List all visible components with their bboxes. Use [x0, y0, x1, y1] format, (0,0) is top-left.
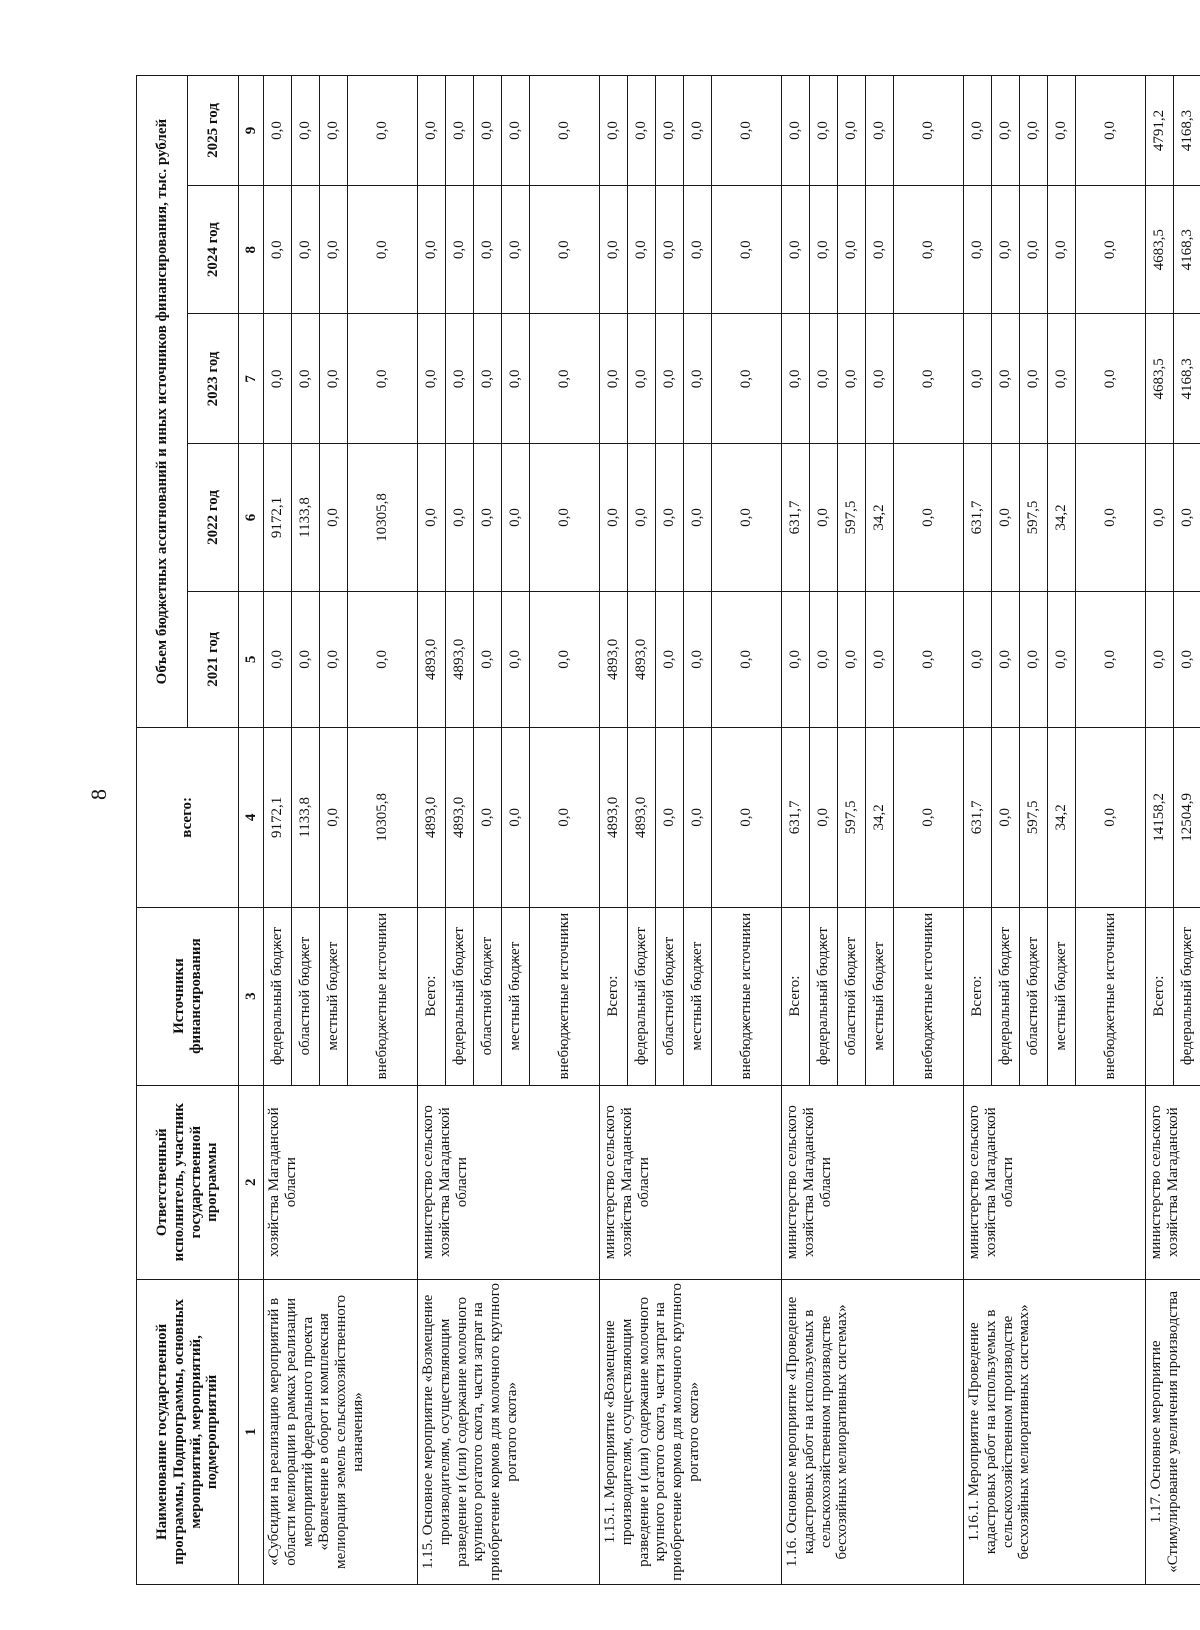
year-value-cell: 0,0 — [1020, 185, 1048, 314]
year-value-cell: 34,2 — [866, 444, 894, 591]
total-value-cell: 0,0 — [810, 728, 838, 907]
funding-source-cell: местный бюджет — [684, 907, 712, 1085]
total-value-cell: 631,7 — [964, 728, 992, 907]
year-value-cell: 0,0 — [894, 185, 964, 314]
year-value-cell: 0,0 — [656, 591, 684, 728]
column-number: 9 — [239, 76, 264, 186]
year-value-cell: 0,0 — [1174, 591, 1200, 728]
year-value-cell: 0,0 — [1076, 591, 1146, 728]
year-value-cell: 0,0 — [1048, 76, 1076, 186]
year-value-cell: 0,0 — [712, 76, 782, 186]
year-value-cell: 0,0 — [502, 591, 530, 728]
total-value-cell: 0,0 — [530, 728, 600, 907]
funding-source-cell: федеральный бюджет — [264, 907, 292, 1085]
total-value-cell: 4893,0 — [600, 728, 628, 907]
year-value-cell: 4168,3 — [1174, 185, 1200, 314]
table-row — [600, 76, 628, 1585]
year-value-cell: 0,0 — [992, 185, 1020, 314]
total-value-cell: 631,7 — [782, 728, 810, 907]
year-value-cell: 0,0 — [628, 444, 656, 591]
funding-source-cell: внебюджетные источники — [894, 907, 964, 1085]
year-value-cell: 1133,8 — [292, 444, 320, 591]
funding-source-cell: Всего: — [964, 907, 992, 1085]
total-value-cell: 12504,9 — [1174, 728, 1200, 907]
year-value-cell: 0,0 — [530, 314, 600, 444]
year-value-cell: 4893,0 — [600, 591, 628, 728]
year-value-cell: 0,0 — [502, 314, 530, 444]
year-value-cell: 0,0 — [1020, 591, 1048, 728]
program-name-cell: 1.16. Основное мероприятие «Проведение кадастровых работ на используемых в сельскохозяйственном производстве бесхозяйных мелиоративных системах» — [782, 1279, 964, 1584]
funding-source-cell: областной бюджет — [292, 907, 320, 1085]
year-value-cell: 0,0 — [810, 444, 838, 591]
year-value-cell: 0,0 — [782, 76, 810, 186]
program-name-cell: «Субсидии на реализацию мероприятий в области мелиорации в рамках реализации мероприятий федерального проекта «Вовлечение в оборот и комплексная мелиорация земель сельскохозяйственного назначения» — [264, 1279, 418, 1584]
year-value-cell: 0,0 — [656, 444, 684, 591]
year-value-cell: 0,0 — [656, 76, 684, 186]
year-value-cell: 0,0 — [320, 314, 348, 444]
total-value-cell: 10305,8 — [348, 728, 418, 907]
year-value-cell: 0,0 — [866, 76, 894, 186]
year-value-cell: 4683,5 — [1146, 185, 1174, 314]
year-value-cell: 0,0 — [530, 76, 600, 186]
year-value-cell: 0,0 — [894, 591, 964, 728]
total-value-cell: 0,0 — [1076, 728, 1146, 907]
program-name-cell: 1.15.1. Мероприятие «Возмещение производителям, осуществляющим разведение и (или) содержание молочного крупного рогатого скота, части затрат на приобретение кормов для молочного крупного рогатого скота» — [600, 1279, 782, 1584]
header-total: всего: — [137, 728, 239, 907]
year-value-cell: 34,2 — [1048, 444, 1076, 591]
year-value-cell: 0,0 — [292, 314, 320, 444]
year-value-cell: 0,0 — [474, 444, 502, 591]
year-value-cell: 0,0 — [866, 185, 894, 314]
header-year: 2022 год — [188, 444, 239, 591]
year-value-cell: 0,0 — [1076, 185, 1146, 314]
year-value-cell: 4683,5 — [1146, 314, 1174, 444]
funding-source-cell: внебюджетные источники — [712, 907, 782, 1085]
funding-source-cell: федеральный бюджет — [992, 907, 1020, 1085]
funding-source-cell: местный бюджет — [1048, 907, 1076, 1085]
year-value-cell: 597,5 — [1020, 444, 1048, 591]
year-value-cell: 0,0 — [474, 185, 502, 314]
year-value-cell: 0,0 — [1174, 444, 1200, 591]
year-value-cell: 0,0 — [684, 591, 712, 728]
year-value-cell: 0,0 — [964, 76, 992, 186]
funding-source-cell: федеральный бюджет — [446, 907, 474, 1085]
year-value-cell: 0,0 — [628, 185, 656, 314]
header-name: Наименование государственной программы, Подпрограммы, основных мероприятий, мероприятий, подмероприятий — [137, 1279, 239, 1584]
year-value-cell: 0,0 — [838, 185, 866, 314]
program-name-cell: 1.17. Основное мероприятие «Стимулирование увеличения производства — [1146, 1279, 1200, 1584]
year-value-cell: 0,0 — [894, 444, 964, 591]
total-value-cell: 597,5 — [838, 728, 866, 907]
column-number: 2 — [239, 1085, 264, 1279]
header-responsible: Ответственный исполнитель, участник государственной программы — [137, 1085, 239, 1279]
year-value-cell: 0,0 — [530, 444, 600, 591]
year-value-cell: 0,0 — [264, 185, 292, 314]
responsible-cell: министерство сельского хозяйства Магаданской — [1146, 1085, 1200, 1279]
year-value-cell: 0,0 — [348, 185, 418, 314]
year-value-cell: 0,0 — [320, 444, 348, 591]
year-value-cell: 0,0 — [782, 185, 810, 314]
year-value-cell: 0,0 — [348, 314, 418, 444]
funding-source-cell: местный бюджет — [320, 907, 348, 1085]
year-value-cell: 0,0 — [656, 314, 684, 444]
total-value-cell: 1133,8 — [292, 728, 320, 907]
funding-source-cell: федеральный бюджет — [628, 907, 656, 1085]
year-value-cell: 0,0 — [782, 314, 810, 444]
year-value-cell: 0,0 — [530, 185, 600, 314]
year-value-cell: 0,0 — [474, 314, 502, 444]
total-value-cell: 0,0 — [656, 728, 684, 907]
year-value-cell: 0,0 — [684, 185, 712, 314]
total-value-cell: 0,0 — [474, 728, 502, 907]
year-value-cell: 0,0 — [712, 591, 782, 728]
funding-source-cell: Всего: — [782, 907, 810, 1085]
year-value-cell: 0,0 — [348, 76, 418, 186]
year-value-cell: 4168,3 — [1174, 314, 1200, 444]
year-value-cell: 0,0 — [1048, 185, 1076, 314]
header-year: 2023 год — [188, 314, 239, 444]
column-number: 7 — [239, 314, 264, 444]
year-value-cell: 0,0 — [446, 185, 474, 314]
year-value-cell: 0,0 — [264, 591, 292, 728]
year-value-cell: 10305,8 — [348, 444, 418, 591]
year-value-cell: 0,0 — [866, 591, 894, 728]
year-value-cell: 0,0 — [530, 591, 600, 728]
year-value-cell: 0,0 — [866, 314, 894, 444]
column-number-row — [239, 76, 264, 1585]
year-value-cell: 0,0 — [838, 314, 866, 444]
year-value-cell: 0,0 — [628, 314, 656, 444]
year-value-cell: 0,0 — [894, 76, 964, 186]
total-value-cell: 4893,0 — [628, 728, 656, 907]
column-number: 8 — [239, 185, 264, 314]
year-value-cell: 0,0 — [320, 76, 348, 186]
year-value-cell: 4791,2 — [1146, 76, 1174, 186]
year-value-cell: 0,0 — [838, 591, 866, 728]
year-value-cell: 0,0 — [292, 591, 320, 728]
total-value-cell: 14158,2 — [1146, 728, 1174, 907]
year-value-cell: 4893,0 — [446, 591, 474, 728]
total-value-cell: 597,5 — [1020, 728, 1048, 907]
header-year: 2021 год — [188, 591, 239, 728]
year-value-cell: 0,0 — [964, 591, 992, 728]
year-value-cell: 0,0 — [1146, 591, 1174, 728]
total-value-cell: 9172,1 — [264, 728, 292, 907]
year-value-cell: 0,0 — [684, 76, 712, 186]
year-value-cell: 0,0 — [292, 76, 320, 186]
total-value-cell: 0,0 — [320, 728, 348, 907]
page-number: 8 — [86, 789, 111, 800]
year-value-cell: 0,0 — [446, 444, 474, 591]
table-row — [264, 76, 292, 1585]
year-value-cell: 0,0 — [684, 314, 712, 444]
year-value-cell: 0,0 — [992, 591, 1020, 728]
year-value-cell: 0,0 — [992, 444, 1020, 591]
header-year: 2025 год — [188, 76, 239, 186]
total-value-cell: 34,2 — [866, 728, 894, 907]
program-name-cell: 1.16.1. Мероприятие «Проведение кадастровых работ на используемых в сельскохозяйственном производстве бесхозяйных мелиоративных системах» — [964, 1279, 1146, 1584]
year-value-cell: 0,0 — [712, 185, 782, 314]
year-value-cell: 0,0 — [418, 76, 446, 186]
year-value-cell: 0,0 — [320, 591, 348, 728]
budget-table — [136, 75, 1200, 1585]
year-value-cell: 0,0 — [600, 314, 628, 444]
year-value-cell: 631,7 — [964, 444, 992, 591]
year-value-cell: 0,0 — [348, 591, 418, 728]
total-value-cell: 4893,0 — [446, 728, 474, 907]
year-value-cell: 4893,0 — [628, 591, 656, 728]
year-value-cell: 0,0 — [894, 314, 964, 444]
table-row — [418, 76, 446, 1585]
responsible-cell: министерство сельского хозяйства Магаданской области — [418, 1085, 600, 1279]
funding-source-cell: областной бюджет — [838, 907, 866, 1085]
program-name-cell: 1.15. Основное мероприятие «Возмещение производителям, осуществляющим разведение и (или) содержание молочного крупного рогатого скота, части затрат на приобретение кормов для молочного крупного рогатого скота» — [418, 1279, 600, 1584]
total-value-cell: 0,0 — [502, 728, 530, 907]
year-value-cell: 0,0 — [838, 76, 866, 186]
year-value-cell: 0,0 — [474, 591, 502, 728]
year-value-cell: 0,0 — [1076, 76, 1146, 186]
total-value-cell: 34,2 — [1048, 728, 1076, 907]
year-value-cell: 9172,1 — [264, 444, 292, 591]
funding-source-cell: местный бюджет — [866, 907, 894, 1085]
year-value-cell: 0,0 — [1048, 314, 1076, 444]
funding-source-cell: федеральный бюджет — [810, 907, 838, 1085]
responsible-cell: министерство сельского хозяйства Магаданской области — [964, 1085, 1146, 1279]
responsible-cell: министерство сельского хозяйства Магаданской области — [782, 1085, 964, 1279]
year-value-cell: 0,0 — [600, 185, 628, 314]
header-volume: Объем бюджетных ассигнований и иных источников финансирования, тыс. рублей — [137, 76, 188, 728]
year-value-cell: 0,0 — [418, 185, 446, 314]
year-value-cell: 0,0 — [1020, 314, 1048, 444]
responsible-cell: хозяйства Магаданской области — [264, 1085, 418, 1279]
year-value-cell: 0,0 — [1076, 314, 1146, 444]
total-value-cell: 0,0 — [712, 728, 782, 907]
year-value-cell: 0,0 — [502, 185, 530, 314]
column-number: 3 — [239, 907, 264, 1085]
year-value-cell: 0,0 — [264, 76, 292, 186]
column-number: 6 — [239, 444, 264, 591]
year-value-cell: 0,0 — [600, 76, 628, 186]
year-value-cell: 0,0 — [418, 314, 446, 444]
year-value-cell: 0,0 — [1146, 444, 1174, 591]
year-value-cell: 0,0 — [712, 314, 782, 444]
responsible-cell: министерство сельского хозяйства Магаданской области — [600, 1085, 782, 1279]
funding-source-cell: областной бюджет — [474, 907, 502, 1085]
year-value-cell: 0,0 — [502, 76, 530, 186]
header-source: Источники финансирования — [137, 907, 239, 1085]
funding-source-cell: Всего: — [600, 907, 628, 1085]
year-value-cell: 0,0 — [292, 185, 320, 314]
year-value-cell: 0,0 — [474, 76, 502, 186]
funding-source-cell: внебюджетные источники — [1076, 907, 1146, 1085]
year-value-cell: 597,5 — [838, 444, 866, 591]
total-value-cell: 4893,0 — [418, 728, 446, 907]
header-year: 2024 год — [188, 185, 239, 314]
year-value-cell: 0,0 — [320, 185, 348, 314]
year-value-cell: 0,0 — [418, 444, 446, 591]
year-value-cell: 0,0 — [810, 314, 838, 444]
total-value-cell: 0,0 — [992, 728, 1020, 907]
year-value-cell: 0,0 — [992, 76, 1020, 186]
year-value-cell: 631,7 — [782, 444, 810, 591]
total-value-cell: 0,0 — [894, 728, 964, 907]
funding-source-cell: областной бюджет — [1020, 907, 1048, 1085]
year-value-cell: 0,0 — [712, 444, 782, 591]
year-value-cell: 0,0 — [810, 185, 838, 314]
funding-source-cell: местный бюджет — [502, 907, 530, 1085]
year-value-cell: 0,0 — [810, 591, 838, 728]
funding-source-cell: федеральный бюджет — [1174, 907, 1200, 1085]
column-number: 4 — [239, 728, 264, 907]
funding-source-cell: внебюджетные источники — [530, 907, 600, 1085]
table-row — [782, 76, 810, 1585]
year-value-cell: 0,0 — [964, 314, 992, 444]
year-value-cell: 0,0 — [1020, 76, 1048, 186]
year-value-cell: 0,0 — [264, 314, 292, 444]
total-value-cell: 0,0 — [684, 728, 712, 907]
year-value-cell: 0,0 — [1076, 444, 1146, 591]
year-value-cell: 0,0 — [810, 76, 838, 186]
column-number: 1 — [239, 1279, 264, 1584]
column-number: 5 — [239, 591, 264, 728]
funding-source-cell: Всего: — [1146, 907, 1174, 1085]
year-value-cell: 0,0 — [446, 314, 474, 444]
year-value-cell: 0,0 — [782, 591, 810, 728]
year-value-cell: 0,0 — [502, 444, 530, 591]
funding-source-cell: внебюджетные источники — [348, 907, 418, 1085]
year-value-cell: 0,0 — [992, 314, 1020, 444]
year-value-cell: 0,0 — [684, 444, 712, 591]
year-value-cell: 0,0 — [600, 444, 628, 591]
year-value-cell: 0,0 — [656, 185, 684, 314]
funding-source-cell: Всего: — [418, 907, 446, 1085]
year-value-cell: 0,0 — [446, 76, 474, 186]
table-body — [264, 76, 1200, 1585]
year-value-cell: 0,0 — [964, 185, 992, 314]
year-value-cell: 0,0 — [1048, 591, 1076, 728]
table-row — [964, 76, 992, 1585]
year-value-cell: 4893,0 — [418, 591, 446, 728]
funding-source-cell: областной бюджет — [656, 907, 684, 1085]
year-value-cell: 4168,3 — [1174, 76, 1200, 186]
table-row — [1146, 76, 1174, 1585]
year-value-cell: 0,0 — [628, 76, 656, 186]
rotated-table-wrapper — [136, 75, 1196, 1585]
